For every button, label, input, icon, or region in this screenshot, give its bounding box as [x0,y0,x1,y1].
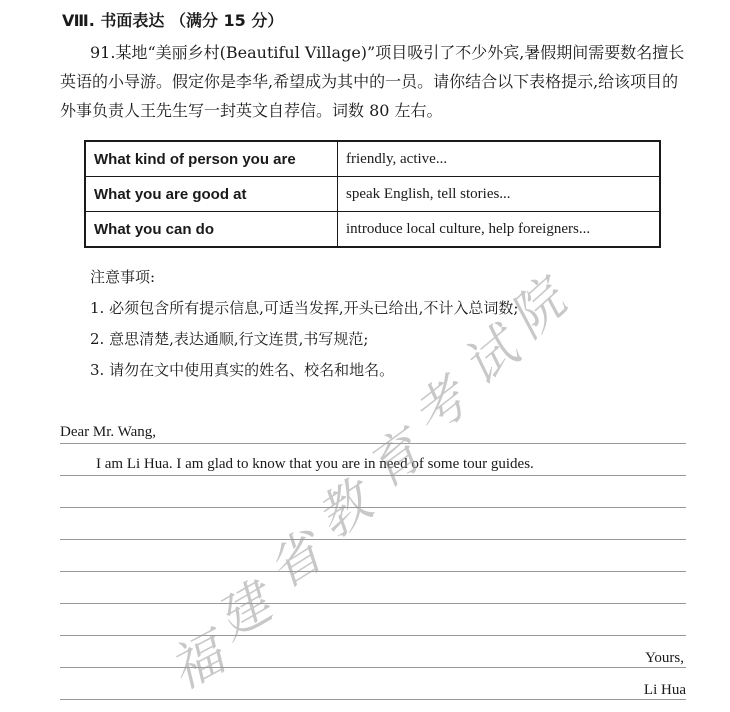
watermark-char: 试 [451,318,531,398]
writing-line [60,571,686,572]
hints-table [84,140,661,248]
watermark-char: 福 [159,624,235,702]
notes-heading: 注意事项: [90,268,156,286]
table-row [85,141,660,177]
section-title: Ⅷ. 书面表达 （满分 15 分） [62,11,284,30]
writing-line [60,443,686,444]
watermark-char: 育 [356,421,434,501]
hint-content: introduce local culture, help foreigners... [338,212,661,248]
watermark-char: 教 [305,471,383,551]
watermark-char: 省 [257,522,334,602]
letter-opening: I am Li Hua. I am glad to know that you are in need of some tour guides. [96,456,534,472]
table-row [85,212,660,248]
notes-item: 3. 请勿在文中使用真实的姓名、校名和地名。 [90,361,395,379]
watermark-char: 院 [498,270,578,350]
watermark-char: 建 [206,573,282,652]
notes-item: 1. 必须包含所有提示信息,可适当发挥,开头已给出,不计入总词数; [90,299,519,317]
writing-line [60,667,686,668]
letter-signature: Li Hua [643,682,686,698]
hint-label: What you are good at [85,177,338,212]
letter-salutation: Dear Mr. Wang, [60,424,156,440]
prompt-text: 某地“美丽乡村(Beautiful Village)”项目吸引了不少外宾,暑假期间需要数名擅长英语的小导游。假定你是李华,希望成为其中的一员。请你结合以下表格提示,给该项目的外事负责人王先生写一封英文自荐信。词数 80 左右。 [60,43,685,120]
writing-line [60,699,686,700]
writing-line [60,603,686,604]
table-row [85,177,660,212]
watermark-char: 考 [401,368,479,449]
prompt-paragraph [60,38,688,125]
hint-label: What you can do [85,212,338,248]
prompt-number: 91. [90,43,116,62]
hint-content: speak English, tell stories... [338,177,661,212]
writing-line [60,635,686,636]
letter-closing: Yours, [645,650,684,666]
hint-label: What kind of person you are [85,141,338,177]
notes-item: 2. 意思清楚,表达通顺,行文连贯,书写规范; [90,330,369,348]
writing-line [60,475,686,476]
notes-section [90,262,518,386]
writing-line [60,539,686,540]
hint-content: friendly, active... [338,141,661,177]
writing-line [60,507,686,508]
